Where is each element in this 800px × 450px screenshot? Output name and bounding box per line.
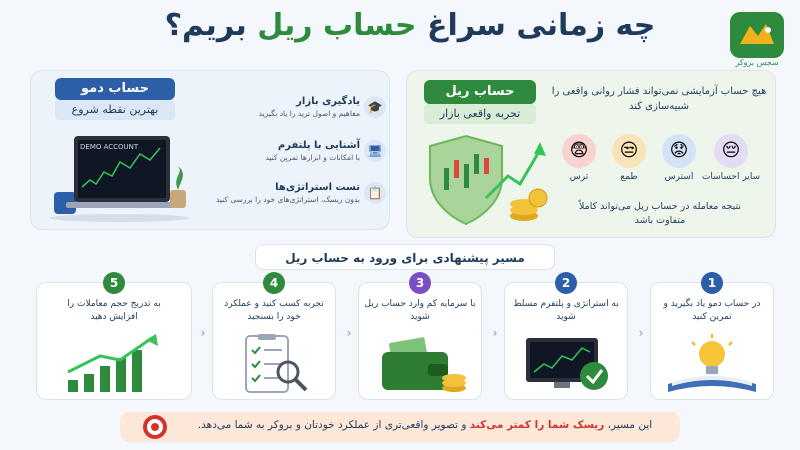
step-text-3: با سرمایه کم وارد حساب ریل شوید: [364, 299, 476, 323]
step-text-4: تجربه کسب کنید و عملکرد خود را بسنجید: [224, 299, 324, 323]
arrow-icon: ‹: [346, 326, 352, 340]
monitor-icon: 🖥: [364, 140, 386, 162]
real-intro: هیچ حساب آزمایشی نمی‌تواند فشار روانی واقعی را شبیه‌سازی کند: [551, 86, 767, 112]
footer-part2: و تصویر واقعی‌تری از عملکرد خودتان و بروکر به شما می‌دهد.: [197, 419, 467, 431]
feature-desc: با امکانات و ابزارها تمرین کنید: [265, 153, 360, 162]
real-subtitle: تجربه واقعی بازار: [424, 104, 536, 124]
wallet-coins-icon: [368, 334, 472, 396]
feature-learn-market: [210, 96, 360, 119]
path-title: مسیر پیشنهادی برای ورود به حساب ریل: [255, 244, 555, 270]
footer-part1: این مسیر،: [607, 419, 653, 431]
emotion-label-other: سایر احساسات: [701, 172, 761, 182]
emotion-label-fear: ترس: [569, 172, 589, 182]
demo-subtitle: بهترین نقطه شروع: [55, 100, 175, 120]
title-part1: چه زمانی سراغ: [426, 8, 656, 43]
feature-title: یادگیری بازار: [296, 96, 360, 107]
feature-title: آشنایی با پلتفرم: [277, 140, 360, 151]
other-emotions-face-icon: 😔: [714, 134, 748, 168]
step-number-1: 1: [701, 272, 723, 294]
feature-desc: مفاهیم و اصول ترید را یاد بگیرید: [258, 109, 360, 118]
feature-desc: بدون ریسک، استراتژی‌های خود را بررسی کنید: [215, 195, 360, 204]
step-number-3: 3: [409, 272, 431, 294]
feature-platform: [210, 140, 360, 163]
platform-check-icon: [514, 334, 618, 396]
arrow-icon: ‹: [492, 326, 498, 340]
brand-name: سجس بروکر: [735, 58, 779, 67]
checklist-magnifier-icon: [222, 334, 326, 396]
step-number-4: 4: [263, 272, 285, 294]
stress-face-icon: 😟: [662, 134, 696, 168]
feature-title: تست استراتژی‌ها: [275, 182, 360, 193]
target-icon: [142, 414, 168, 440]
demo-tag: حساب دمو: [55, 78, 175, 100]
title-part2: بریم؟: [164, 8, 247, 43]
clipboard-icon: 📋: [364, 182, 386, 204]
arrow-icon: ‹: [200, 326, 206, 340]
real-note: نتیجه معامله در حساب ریل می‌تواند کاملاً متفاوت باشد: [578, 201, 742, 227]
lightbulb-book-icon: [660, 334, 764, 396]
greed-face-icon: 😒: [612, 134, 646, 168]
page-title: [150, 8, 670, 43]
title-highlight: حساب ریل: [257, 8, 417, 43]
step-number-5: 5: [103, 272, 125, 294]
fear-face-icon: 😨: [562, 134, 596, 168]
emotion-label-stress: استرس: [664, 172, 694, 182]
feature-strategy-test: [210, 182, 360, 205]
arrow-icon: ‹: [638, 326, 644, 340]
growth-bars-icon: [60, 334, 170, 396]
demo-screen-label: DEMO ACCOUNT: [80, 143, 139, 151]
step-text-5: به تدریج حجم معاملات را افزایش دهید: [67, 299, 161, 323]
step-number-2: 2: [555, 272, 577, 294]
step-text-2: به استراتژی و پلتفرم مسلط شوید: [513, 299, 619, 323]
brand-logo: [722, 10, 792, 62]
graduation-cap-icon: 🎓: [364, 96, 386, 118]
footer-text: [180, 419, 670, 431]
footer-highlight: ریسک شما را کمتر می‌کند: [469, 419, 605, 431]
real-tag: حساب ریل: [424, 80, 536, 104]
step-text-1: در حساب دمو یاد بگیرید و تمرین کنید: [663, 299, 761, 323]
emotion-label-greed: طمع: [620, 172, 638, 182]
shield-chart-illustration: [416, 128, 551, 228]
